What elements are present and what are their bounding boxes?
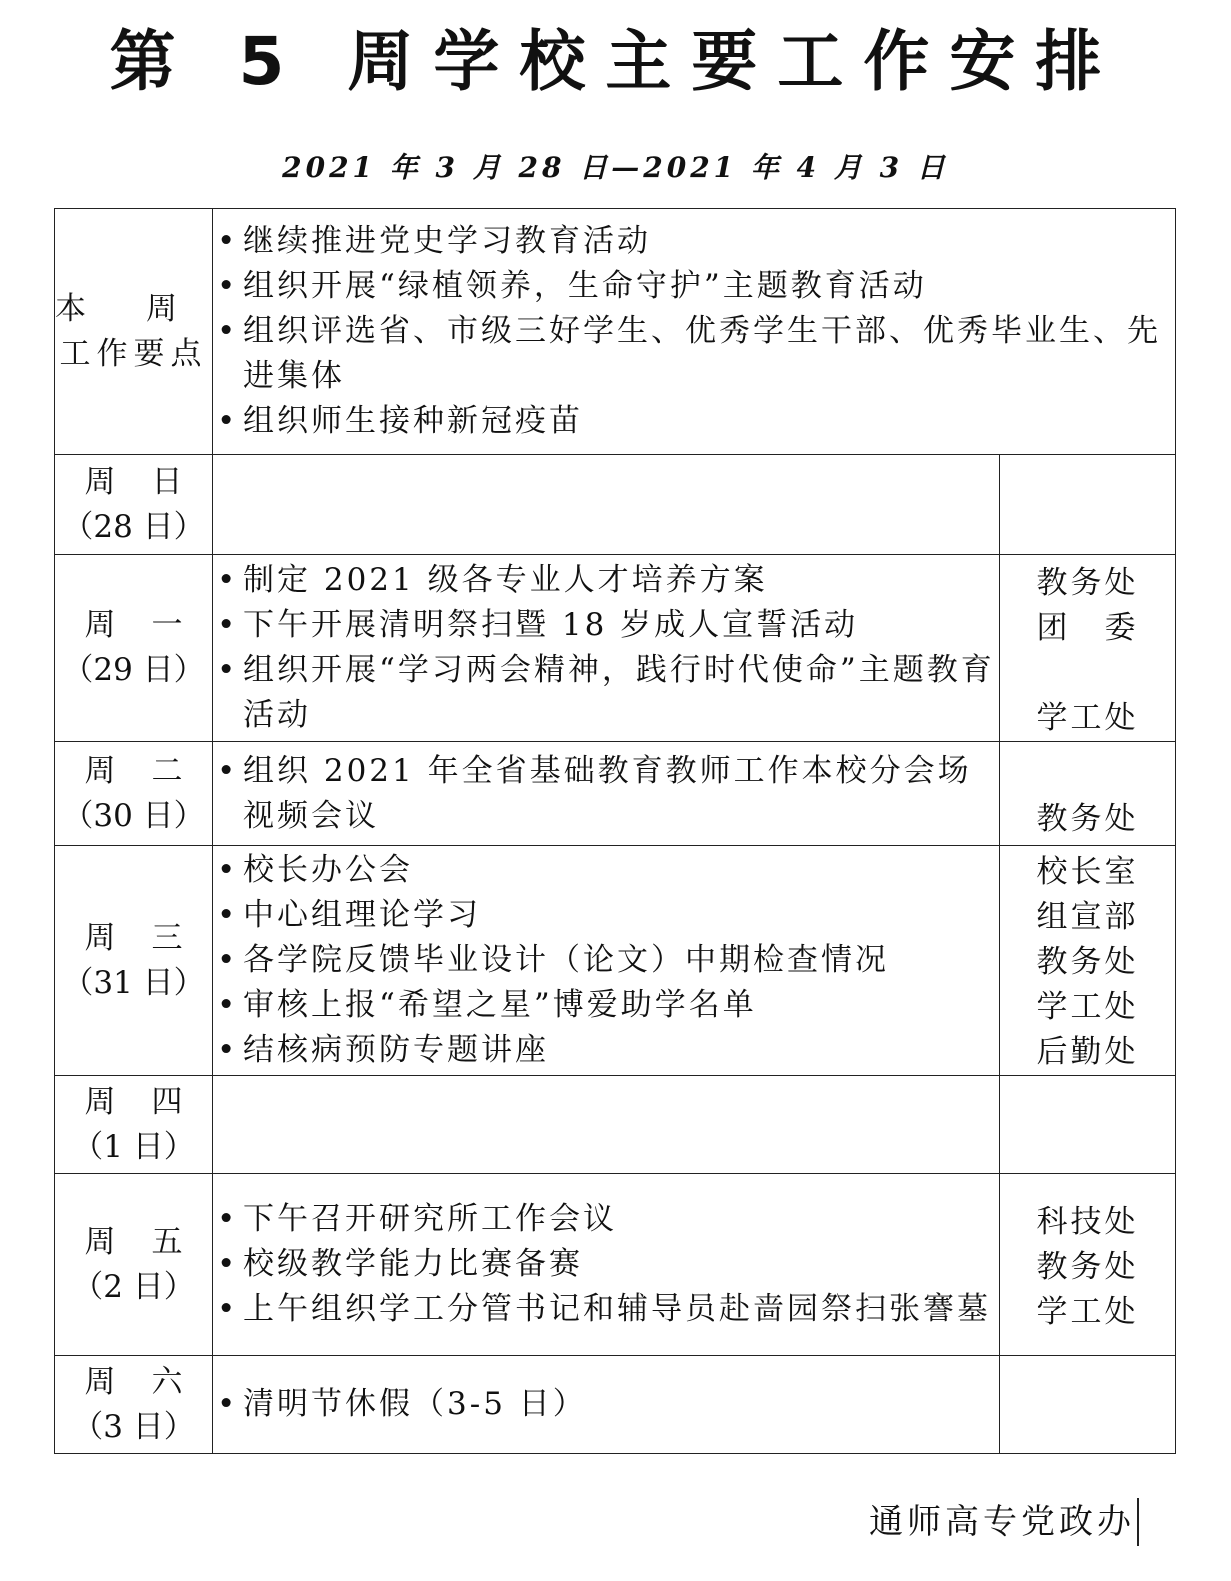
- dept-label: 学工处: [1036, 700, 1139, 736]
- dept-label: 校长室: [1036, 854, 1139, 890]
- day-date: （1 日）: [72, 1128, 195, 1165]
- day-depts: [1000, 742, 1176, 846]
- day-items: [213, 555, 1000, 742]
- day-depts: [1000, 455, 1176, 555]
- day-name-b: 五: [151, 1223, 183, 1260]
- dept-label: 教务处: [1036, 800, 1139, 837]
- list-item: • 中心组理论学习: [213, 893, 999, 938]
- day-name-a: 周: [84, 1083, 116, 1120]
- day-name-b: 一: [151, 607, 183, 643]
- key-points-label-b: 周: [146, 290, 183, 327]
- list-item: • 制定 2021 级各专业人才培养方案: [213, 558, 999, 603]
- day-name-b: 四: [151, 1083, 183, 1120]
- day-items: [213, 742, 1000, 846]
- day-label: [55, 1356, 213, 1454]
- list-item: • 组织开展“绿植领养，生命守护”主题教育活动: [213, 264, 1175, 309]
- list-item: • 继续推进党史学习教育活动: [213, 219, 1175, 264]
- table-row: [55, 555, 1176, 742]
- day-label: [55, 1076, 213, 1174]
- day-items: [213, 455, 1000, 555]
- day-label: [55, 455, 213, 555]
- list-item: • 组织 2021 年全省基础教育教师工作本校分会场视频会议: [213, 749, 999, 839]
- list-item: • 组织开展“学习两会精神，践行时代使命”主题教育活动: [213, 648, 999, 738]
- signature: 通师高专党政办: [869, 1498, 1139, 1546]
- dept-label: 团 委: [1036, 610, 1139, 646]
- list-item: • 下午召开研究所工作会议: [213, 1197, 999, 1242]
- day-name-b: 六: [151, 1363, 183, 1400]
- key-points-label-a: 本: [55, 290, 92, 327]
- day-items: [213, 1356, 1000, 1454]
- day-name-b: 三: [151, 919, 183, 956]
- list-item: • 各学院反馈毕业设计（论文）中期检查情况: [213, 938, 999, 983]
- table-row: [55, 742, 1176, 846]
- table-row: [55, 455, 1176, 555]
- dept-label: 学工处: [1036, 989, 1139, 1025]
- day-items: [213, 1076, 1000, 1174]
- date-range: 2021 年 3 月 28 日—2021 年 4 月 3 日: [282, 151, 949, 184]
- dept-label: 后勤处: [1036, 1034, 1139, 1070]
- day-name-a: 周: [84, 1363, 116, 1400]
- day-depts: [1000, 555, 1176, 742]
- key-points-row: [55, 209, 1176, 455]
- table-row: [55, 1076, 1176, 1174]
- day-label: [55, 1174, 213, 1356]
- day-depts: [1000, 1174, 1176, 1356]
- day-name-b: 二: [151, 752, 183, 789]
- schedule-table: [54, 208, 1176, 1454]
- day-label: [55, 846, 213, 1076]
- day-depts: [1000, 1076, 1176, 1174]
- day-depts: [1000, 846, 1176, 1076]
- day-name-a: 周: [84, 752, 116, 789]
- table-row: [55, 1174, 1176, 1356]
- list-item: • 下午开展清明祭扫暨 18 岁成人宣誓活动: [213, 603, 999, 648]
- dept-label: 科技处: [1036, 1204, 1139, 1240]
- day-label: [55, 742, 213, 846]
- day-date: （31 日）: [62, 964, 205, 1001]
- dept-label: 教务处: [1036, 565, 1139, 601]
- day-name-a: 周: [84, 1223, 116, 1260]
- day-name-a: 周: [84, 607, 116, 643]
- day-date: （2 日）: [72, 1268, 195, 1305]
- day-date: （3 日）: [72, 1408, 195, 1445]
- list-item: • 审核上报“希望之星”博爱助学名单: [213, 983, 999, 1028]
- day-items: [213, 846, 1000, 1076]
- table-row: [55, 1356, 1176, 1454]
- dept-label: [1000, 651, 1175, 696]
- list-item: • 组织师生接种新冠疫苗: [213, 399, 1175, 444]
- day-name-a: 周: [84, 463, 116, 500]
- key-points-label: [55, 209, 213, 455]
- key-points-list: [213, 209, 1176, 455]
- list-item: • 组织评选省、市级三好学生、优秀学生干部、优秀毕业生、先进集体: [213, 309, 1175, 399]
- day-name-b: 日: [151, 463, 183, 500]
- day-date: （28 日）: [62, 508, 205, 545]
- dept-label: 组宣部: [1036, 899, 1139, 935]
- day-depts: [1000, 1356, 1176, 1454]
- table-row: [55, 846, 1176, 1076]
- list-item: • 清明节休假（3-5 日）: [213, 1382, 999, 1427]
- dept-label: 学工处: [1036, 1294, 1139, 1330]
- key-points-label-line2: 工作要点: [59, 335, 208, 372]
- day-items: [213, 1174, 1000, 1356]
- list-item: • 校长办公会: [213, 848, 999, 893]
- list-item: • 上午组织学工分管书记和辅导员赴啬园祭扫张謇墓: [213, 1287, 999, 1332]
- day-label: [55, 555, 213, 742]
- dept-label: [1000, 752, 1175, 797]
- list-item: • 结核病预防专题讲座: [213, 1028, 999, 1073]
- day-date: （29 日）: [62, 652, 205, 688]
- day-name-a: 周: [84, 919, 116, 956]
- dept-label: 教务处: [1036, 944, 1139, 980]
- list-item: • 校级教学能力比赛备赛: [213, 1242, 999, 1287]
- day-date: （30 日）: [62, 797, 205, 834]
- page-title: 第 5 周学校主要工作安排: [109, 23, 1122, 100]
- dept-label: 教务处: [1036, 1249, 1139, 1285]
